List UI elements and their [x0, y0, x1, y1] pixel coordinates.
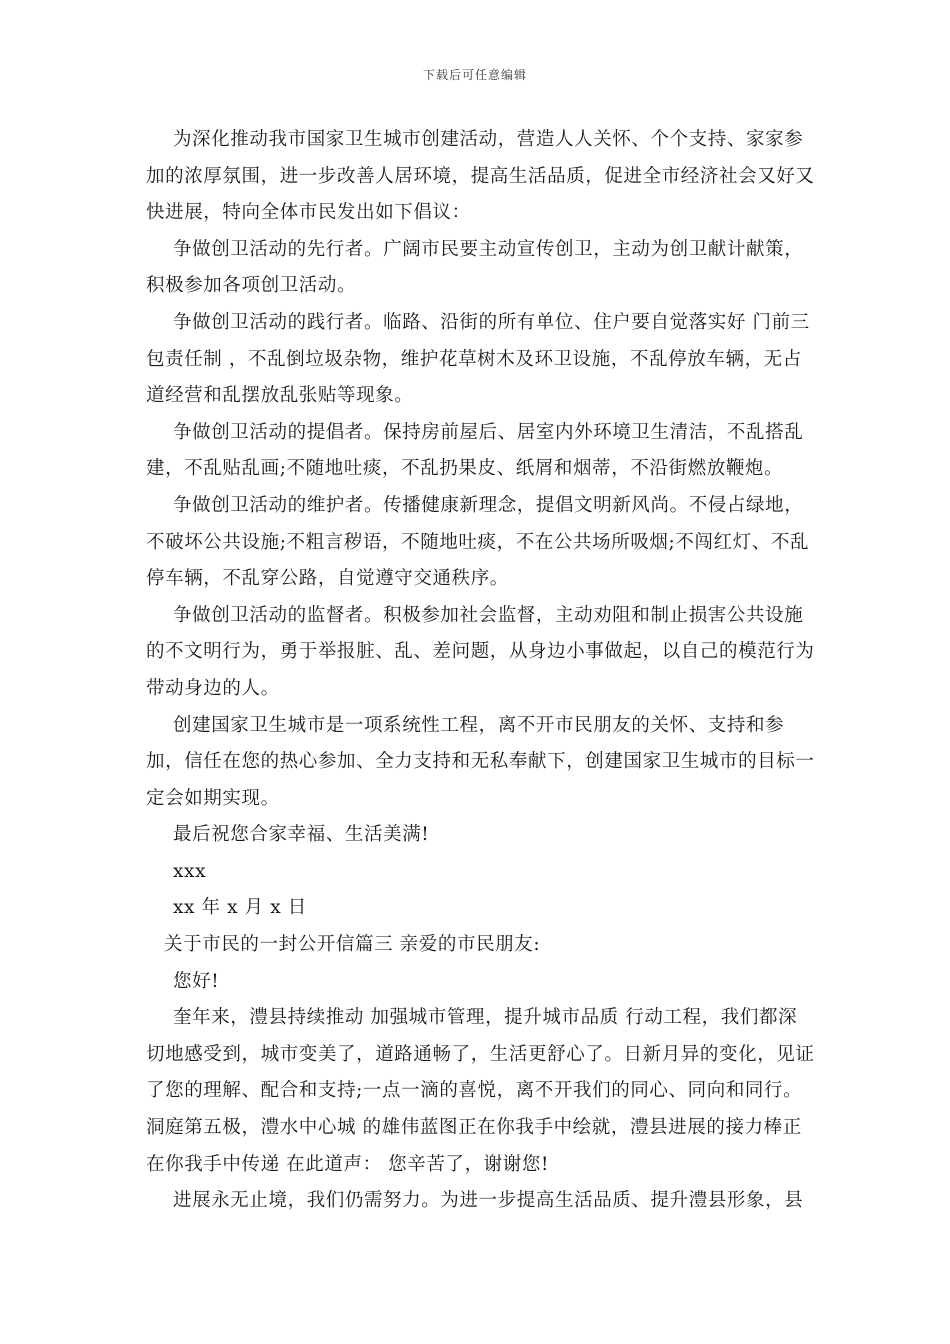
date-line: xx 年 x 月 x 日	[173, 897, 307, 919]
paragraph-supervisor: 争做创卫活动的监督者。积极参加社会监督，主动劝阻和制止损害公共设施的不文明行为，勇于举报脏、乱、差问题，从身边小事做起，以自己的模范行为带动身边的人。	[146, 604, 815, 699]
document-body	[146, 122, 816, 1220]
paragraph-advocate: 争做创卫活动的提倡者。保持房前屋后、居室内外环境卫生清洁，不乱搭乱建，不乱贴乱画;不随地吐痰，不乱扔果皮、纸屑和烟蒂，不沿街燃放鞭炮。	[146, 421, 804, 480]
greeting: 您好!	[173, 970, 220, 992]
signature: xxx	[173, 860, 207, 882]
paragraph-maintainer: 争做创卫活动的维护者。传播健康新理念，提倡文明新风尚。不侵占绿地，不破坏公共设施;不粗言秽语，不随地吐痰，不在公共场所吸烟;不闯红灯、不乱停车辆，不乱穿公路，自觉遵守交通秩序。	[146, 494, 810, 590]
paragraph-practitioner: 争做创卫活动的践行者。临路、沿街的所有单位、住户要自觉落实好 门前三包责任制 ，不乱倒垃圾杂物，维护花草树木及环卫设施，不乱停放车辆，无占道经营和乱摆放乱张贴等现象。	[146, 311, 810, 407]
paragraph-intro: 为深化推动我市国家卫生城市创建活动，营造人人关怀、个个支持、家家参加的浓厚氛围，进一步改善人居环境，提高生活品质，促进全市经济社会又好又快进展，特向全体市民发出如下倡议：	[146, 129, 815, 224]
paragraph-city-progress: 奎年来，澧县持续推动 加强城市管理，提升城市品质 行动工程，我们都深切地感受到，城市变美了，道路通畅了，生活更舒心了。日新月异的变化，见证了您的理解、配合和支持;一点一滴的喜悦，离不开我们的同心、同向和同行。 洞庭第五极，澧水中心城 的雄伟蓝图正在你我手中绘就，澧县进展的接力棒正在你我手中传递 在此道声： 您辛苦了，谢谢您!	[146, 1007, 815, 1175]
paragraph-closing-wish: 最后祝您合家幸福、生活美满!	[173, 824, 430, 846]
paragraph-pioneer: 争做创卫活动的先行者。广阔市民要主动宣传创卫，主动为创卫献计献策，积极参加各项创卫活动。	[146, 238, 804, 297]
paragraph-conclusion: 创建国家卫生城市是一项系统性工程，离不开市民朋友的关怀、支持和参加，信任在您的热心参加、全力支持和无私奉献下，创建国家卫生城市的目标一定会如期实现。	[146, 714, 815, 809]
page-header: 下载后可任意编辑	[422, 68, 527, 82]
section-title: 关于市民的一封公开信篇三 亲爱的市民朋友:	[164, 934, 541, 956]
paragraph-continuing: 进展永无止境，我们仍需努力。为进一步提高生活品质、提升澧县形象，县	[173, 1190, 804, 1212]
